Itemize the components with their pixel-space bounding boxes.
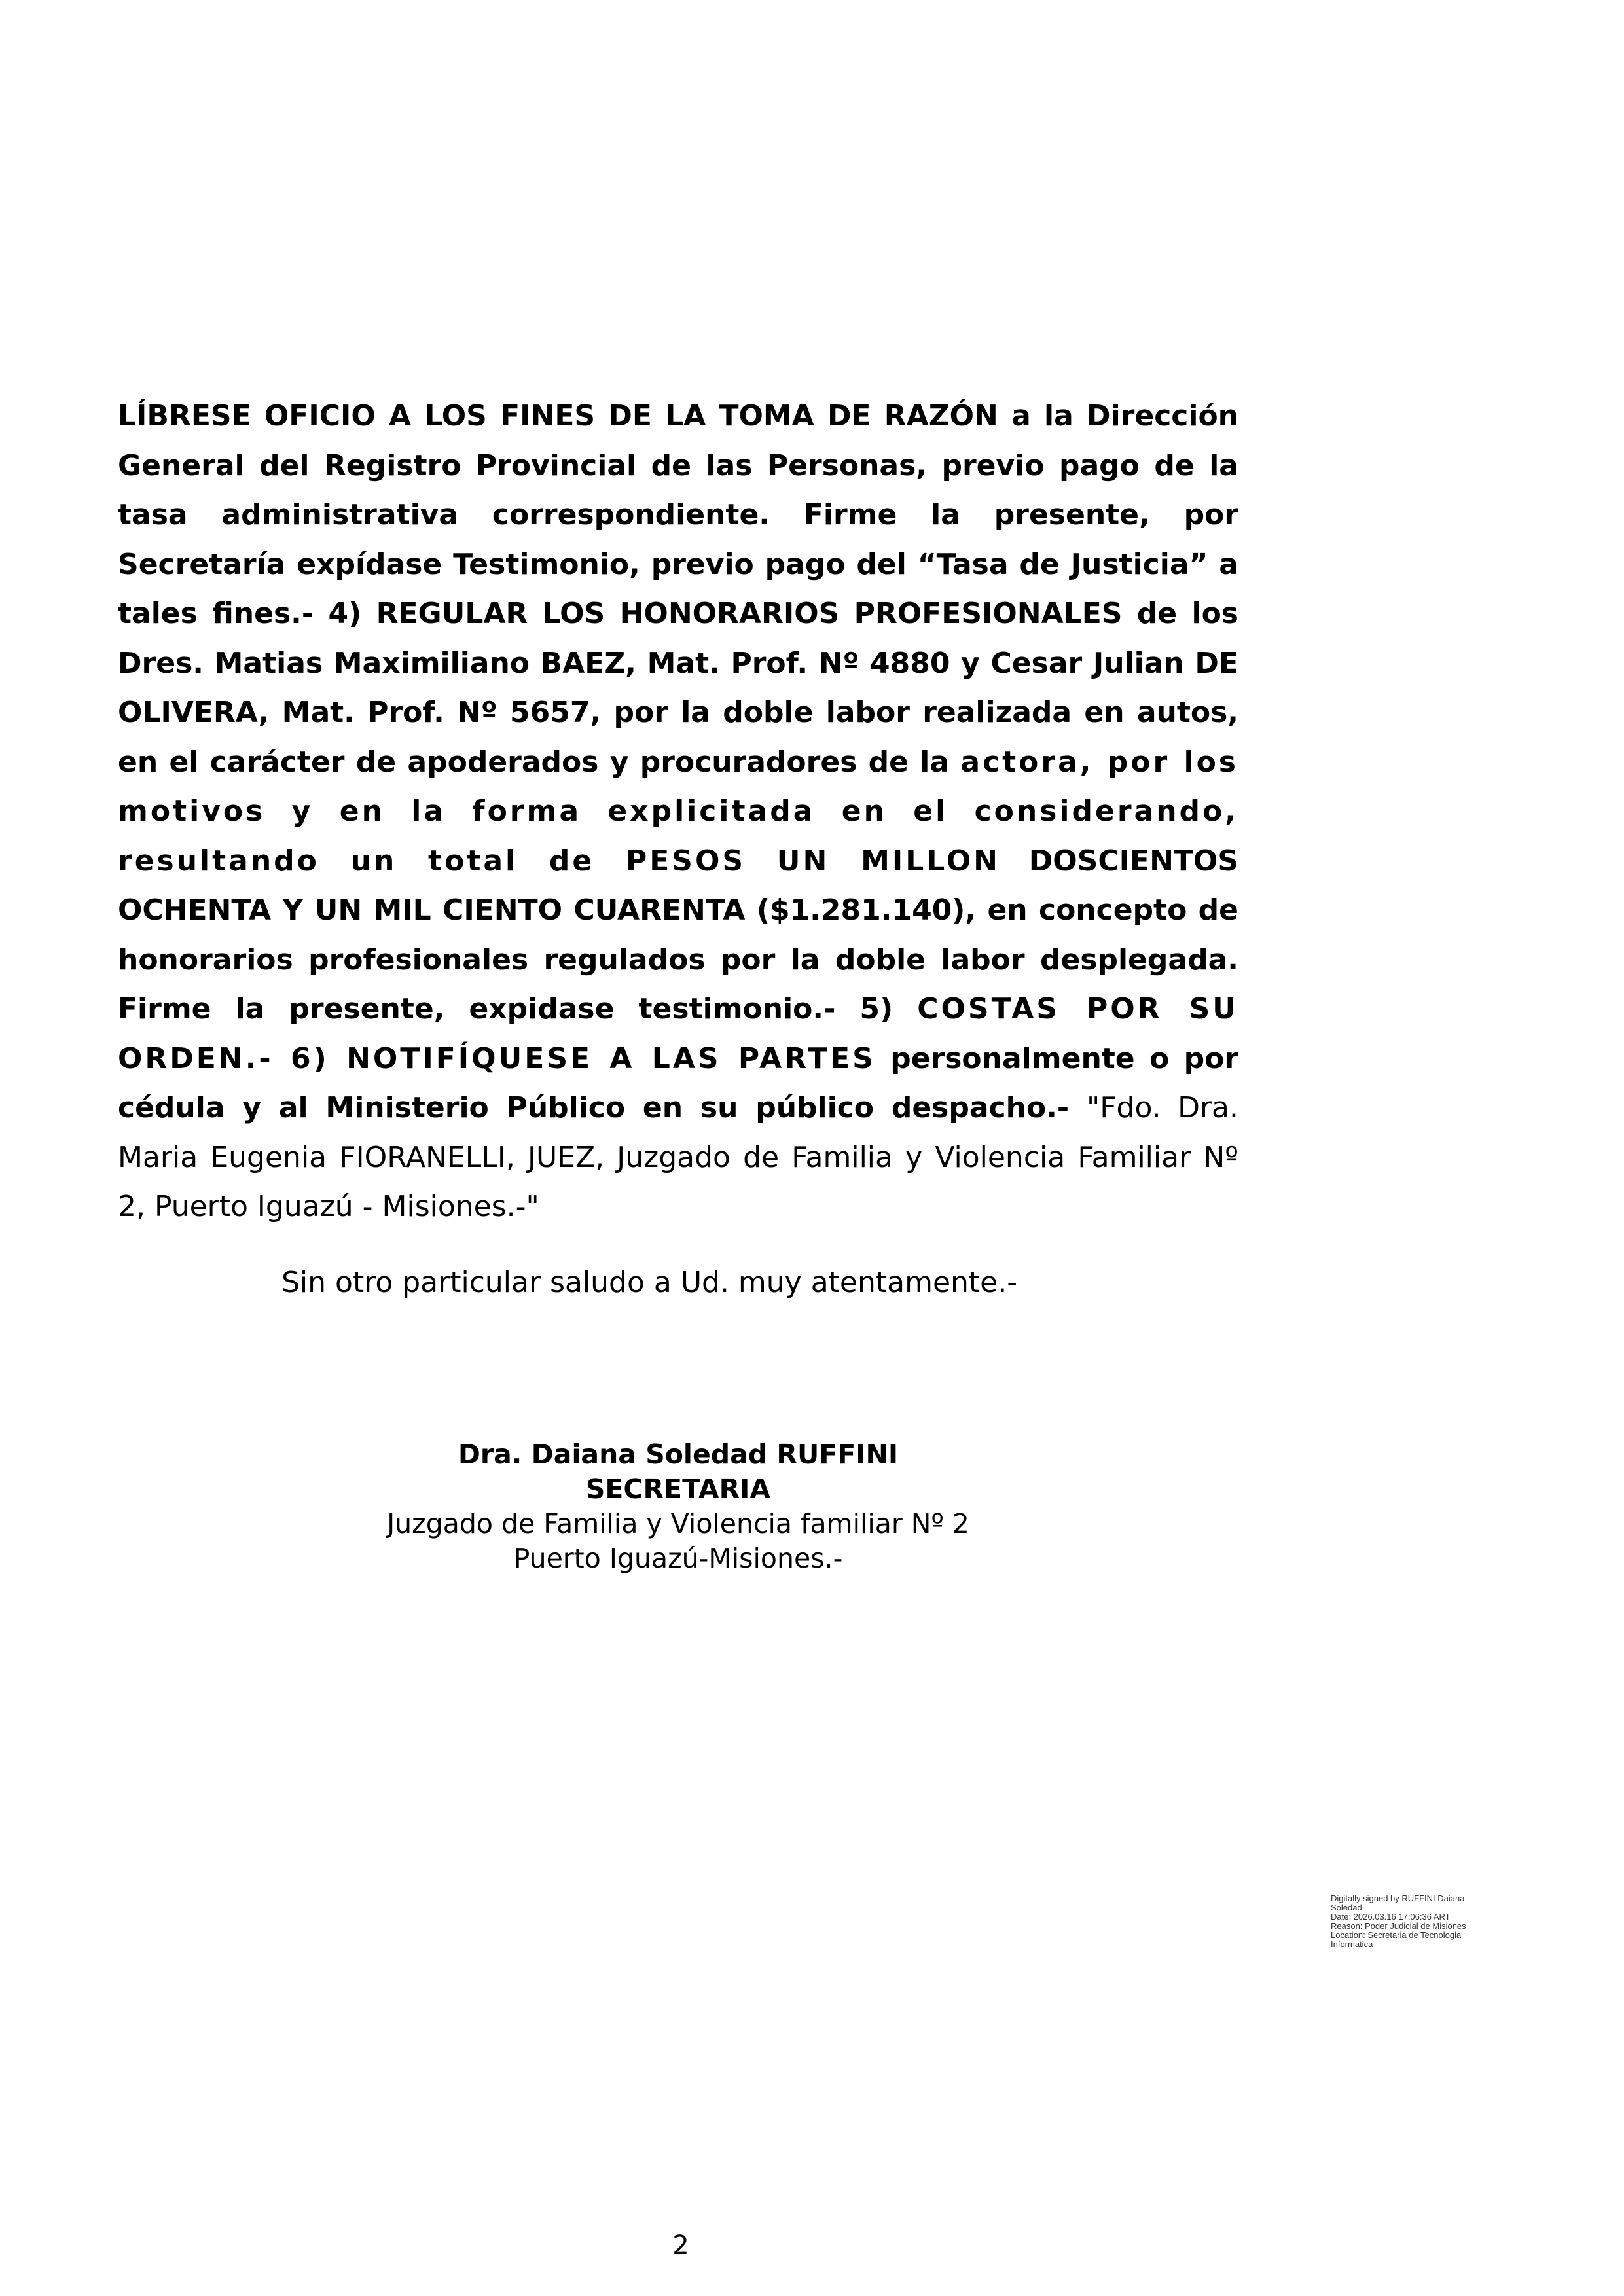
judge-signature-quote: "Fdo. Dra. Maria Eugenia FIORANELLI, JUEZ, Juzgado de Familia y Violencia Familiar Nº 2, Puerto Iguazú - Misiones.-" (118, 1091, 1238, 1223)
resolution-paragraph (118, 391, 1238, 1232)
closing-greeting: Sin otro particular saludo a Ud. muy atentamente.- (281, 1266, 1018, 1299)
signer-role: SECRETARIA (585, 1473, 771, 1505)
digital-signature-line: Digitally signed by RUFFINI Daiana (1331, 1893, 1465, 1903)
resolution-text-part1: LÍBRESE OFICIO A LOS FINES DE LA TOMA DE RAZÓN a la Dirección General del Registro Provincial de las Personas, previo pago de la tasa administrativa correspondiente. Firme la presente, por Secretaría expídase Testimonio, previo pago del “Tasa de Justicia” a tales fines.- 4) REGULAR LOS HONORARIOS PROFESIONALES de los Dres. Matias Maximiliano BAEZ, Mat. Prof. Nº 4880 y Cesar Julian DE OLIVERA, Mat. Prof. Nº 5657, por la doble labor realizada en autos, en el carácter de apoderados y procuradores de la (118, 399, 1238, 779)
digital-signature-line: Date: 2026.03.16 17:06:36 ART (1331, 1912, 1451, 1922)
signer-name: Dra. Daiana Soledad RUFFINI (458, 1439, 899, 1470)
digital-signature-line: Reason: Poder Judicial de Misiones (1331, 1921, 1466, 1931)
digital-signature-stamp (1331, 1894, 1521, 1949)
signature-block (118, 1437, 1238, 1576)
resolution-text-part4: COSTAS POR SU ORDEN.- 6) NOTIFÍQUESE A LAS PARTES (118, 992, 1238, 1075)
digital-signature-line: Soledad (1331, 1903, 1362, 1912)
page-number: 2 (672, 2231, 689, 2261)
resolution-text-part3: DOSCIENTOS OCHENTA Y UN MIL CIENTO CUARENTA ($1.281.140), en concepto de honorarios profesionales regulados por la doble labor desplegada. Firme la presente, expidase testimonio.- 5) (118, 844, 1238, 1026)
digital-signature-line: Informatica (1331, 1939, 1373, 1949)
signer-place: Puerto Iguazú-Misiones.- (513, 1543, 843, 1574)
resolution-text-part5: personalmente o por cédula y al Ministerio Público en su público despacho.- (118, 1041, 1238, 1124)
digital-signature-line: Location: Secretaria de Tecnologia (1331, 1930, 1462, 1940)
resolution-text-part2: actora, por los motivos y en la forma explicitada en el considerando, resultando un total de PESOS UN MILLON (118, 745, 1238, 878)
signer-court: Juzgado de Familia y Violencia familiar Nº 2 (387, 1508, 969, 1539)
